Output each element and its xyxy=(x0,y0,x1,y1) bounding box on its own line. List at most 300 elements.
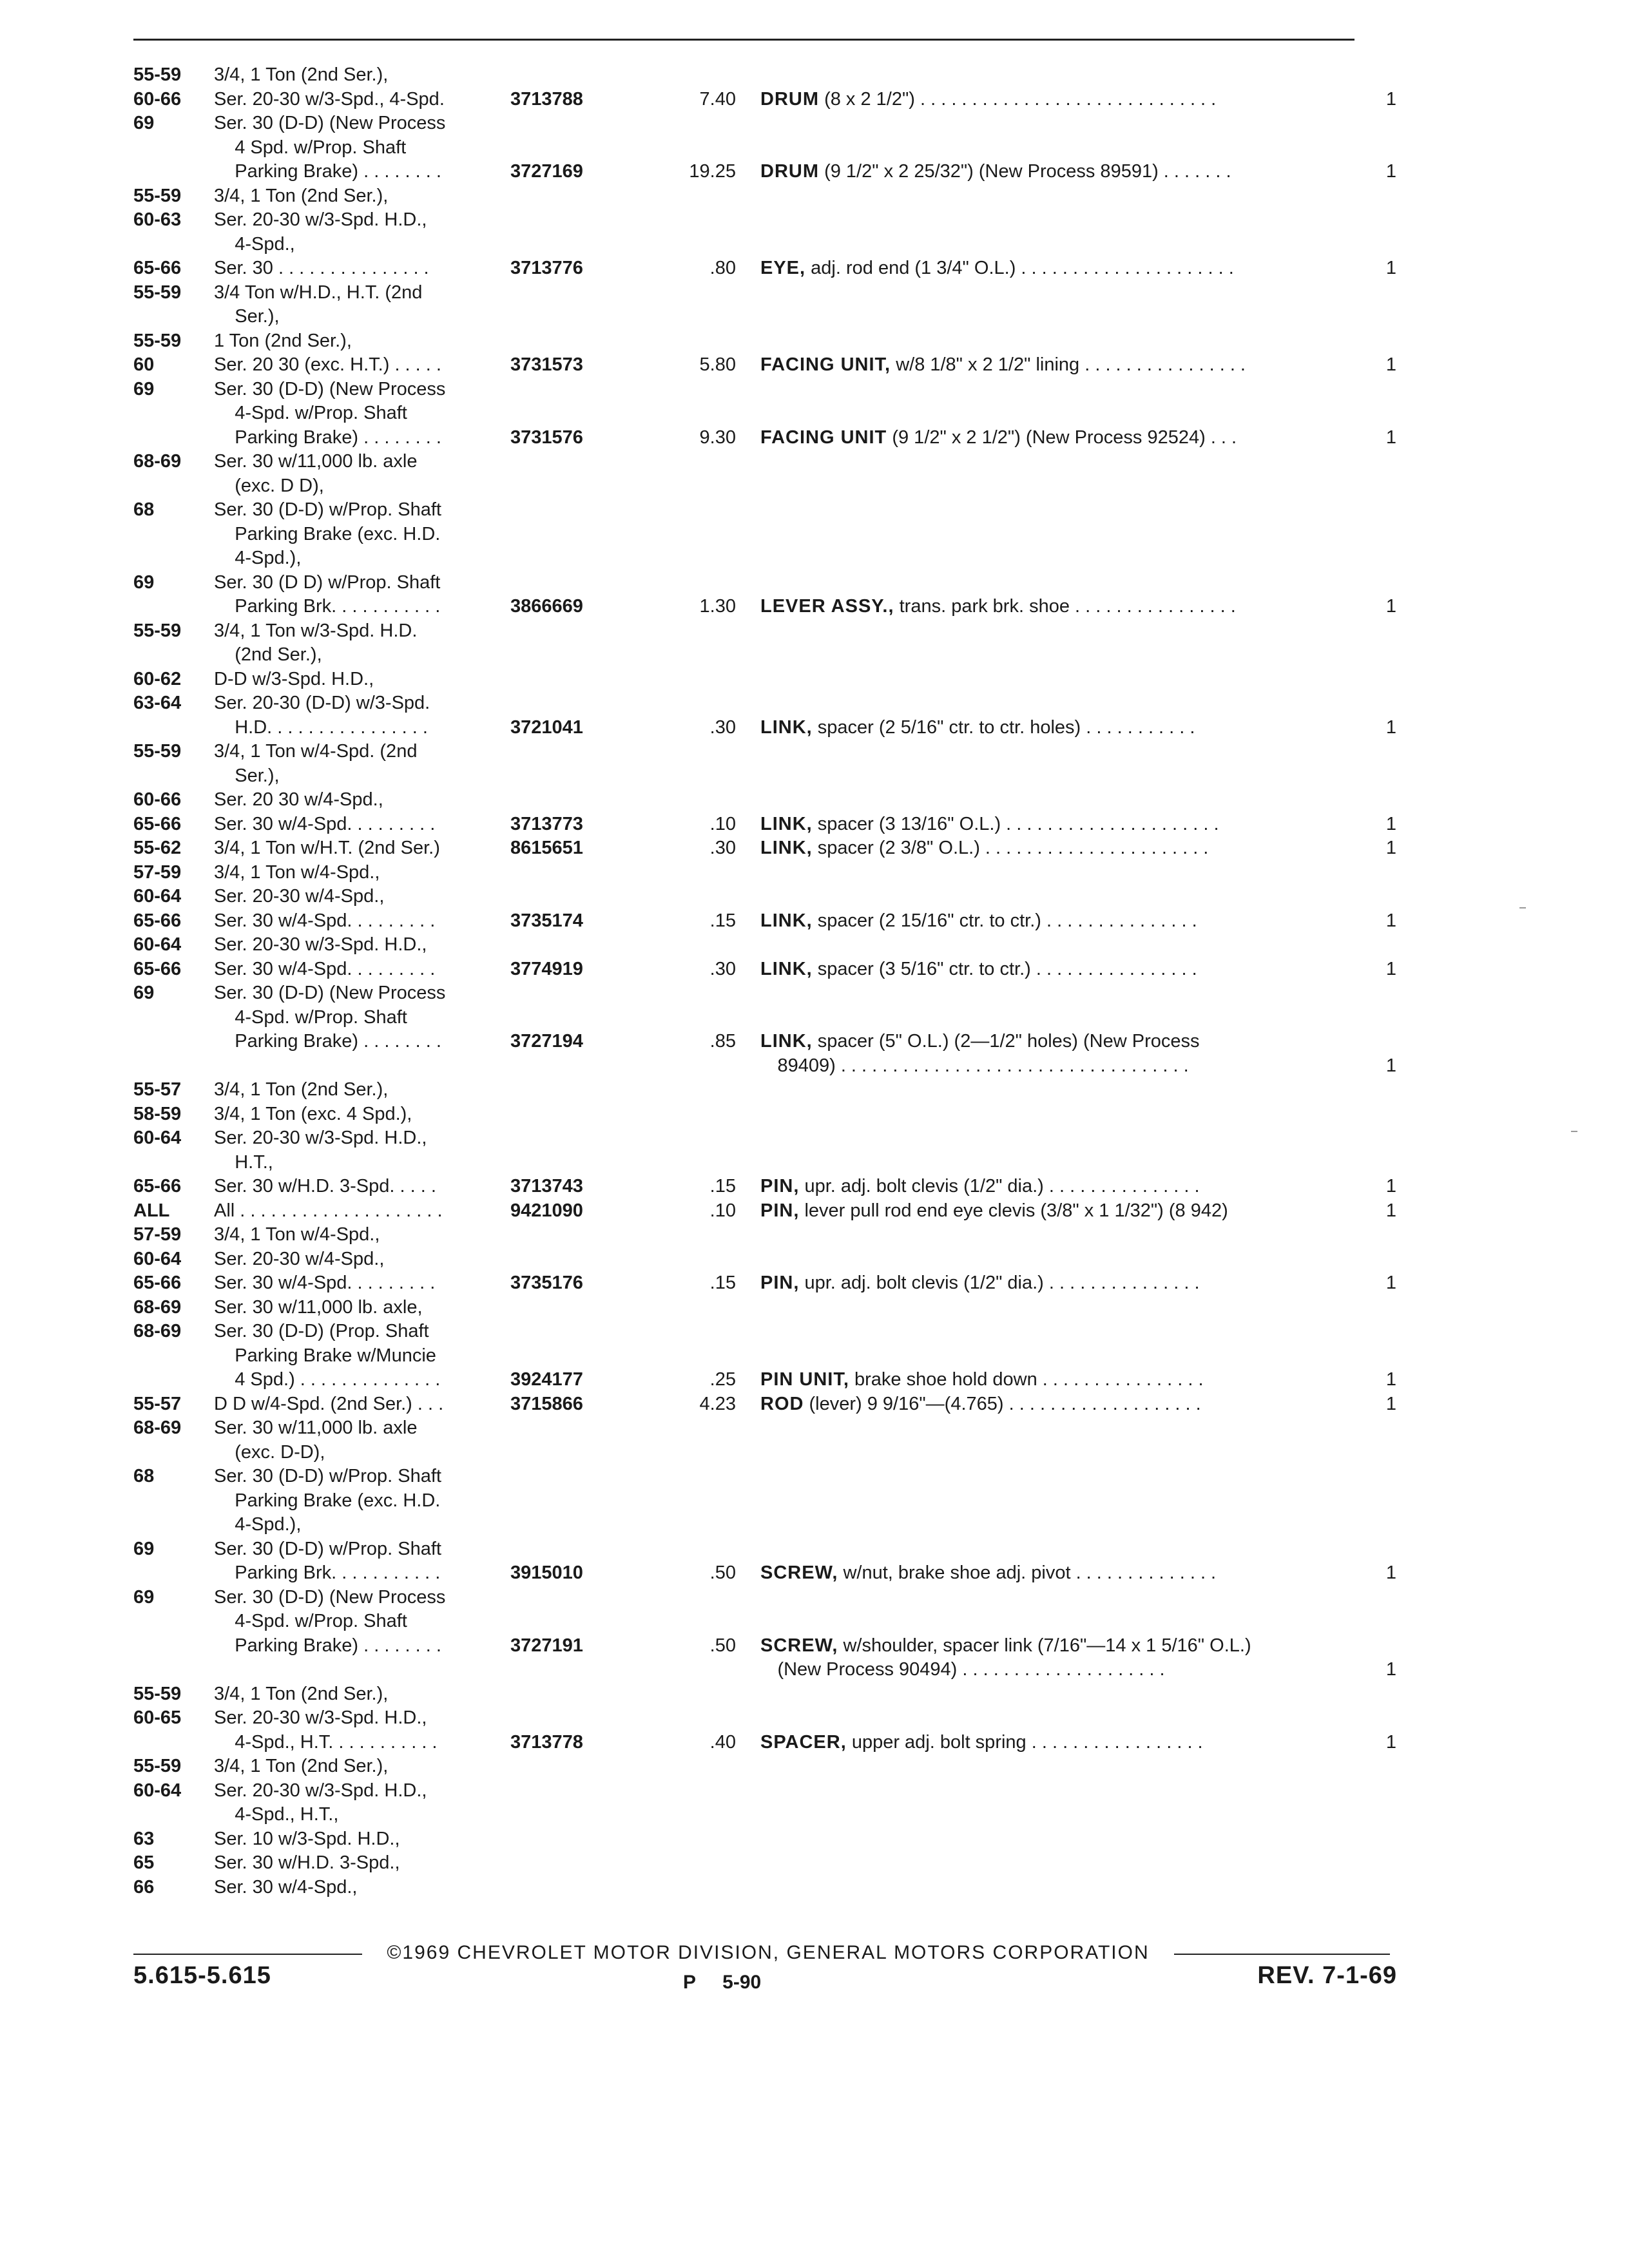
catalog-row xyxy=(133,1827,1396,1852)
part-name: DRUM xyxy=(760,161,819,182)
catalog-row xyxy=(133,885,1396,909)
list-price: .85 xyxy=(709,1031,736,1052)
model-years: 60-64 xyxy=(133,1780,182,1801)
description-text: (8 x 2 1/2") . . . . . . . . . . . . . . . . . . . . . . . . . . . . . xyxy=(824,88,1217,110)
scan-mark xyxy=(1571,1131,1577,1132)
part-name: PIN, xyxy=(760,1176,800,1196)
part-name: FACING UNIT xyxy=(760,427,887,448)
catalog-row xyxy=(133,1851,1396,1876)
application: 4 Spd.) . . . . . . . . . . . . . . xyxy=(214,1369,441,1390)
separator xyxy=(891,354,896,375)
part-description xyxy=(736,1054,1396,1079)
part-number: 3915010 xyxy=(510,1562,583,1583)
model-years: 68-69 xyxy=(133,451,182,472)
application: 3/4, 1 Ton w/H.T. (2nd Ser.) xyxy=(214,838,440,858)
application: 4 Spd. w/Prop. Shaft xyxy=(214,137,407,158)
list-price: .50 xyxy=(709,1562,736,1583)
model-years: 60-66 xyxy=(133,88,182,110)
list-price: 19.25 xyxy=(689,161,736,182)
application: 3/4, 1 Ton w/4-Spd., xyxy=(214,861,380,883)
quantity: 1 xyxy=(1385,1393,1396,1414)
catalog-row xyxy=(133,981,1396,1006)
list-price: .30 xyxy=(709,838,736,858)
description-text: spacer (2 3/8" O.L.) . . . . . . . . . . . . . . . . . . . . . . xyxy=(817,838,1209,858)
application: Ser. 30 (D-D) (New Process xyxy=(214,983,446,1003)
model-years: 60-62 xyxy=(133,668,182,689)
group-range: 5.615-5.615 xyxy=(133,1962,271,1989)
quantity: 1 xyxy=(1385,910,1396,931)
part-name: LINK, xyxy=(760,716,813,738)
list-price: .15 xyxy=(709,910,736,931)
model-years: 57-59 xyxy=(133,1224,182,1245)
application: Parking Brake) . . . . . . . . xyxy=(214,1635,441,1656)
catalog-row xyxy=(133,208,1396,233)
part-name: LINK, xyxy=(760,910,813,931)
model-years: 65-66 xyxy=(133,813,182,834)
part-name: DRUM xyxy=(760,88,819,110)
model-years: 60-65 xyxy=(133,1707,182,1728)
application: Ser. 30 w/11,000 lb. axle xyxy=(214,1418,418,1438)
catalog-row xyxy=(133,643,1396,668)
application: Ser. 20 30 w/4-Spd., xyxy=(214,789,383,810)
part-description xyxy=(736,909,1396,934)
application: 3/4, 1 Ton w/4-Spd., xyxy=(214,1224,380,1245)
application: Ser. 20-30 w/3-Spd., 4-Spd. xyxy=(214,88,445,110)
description-text: w/nut, brake shoe adj. pivot . . . . . . . . . . . . . . xyxy=(843,1562,1217,1583)
application: Ser. 30 w/4-Spd. . . . . . . . . xyxy=(214,813,436,834)
quantity: 1 xyxy=(1385,716,1396,738)
model-years: 68 xyxy=(133,499,155,520)
application: Ser. 20-30 w/3-Spd. H.D., xyxy=(214,1128,427,1148)
part-name: SCREW, xyxy=(760,1562,838,1583)
application: 4-Spd. w/Prop. Shaft xyxy=(214,403,407,423)
catalog-row xyxy=(133,619,1396,644)
list-price: 1.30 xyxy=(699,596,736,617)
model-years: 63 xyxy=(133,1828,155,1849)
catalog-row xyxy=(133,595,1396,619)
model-years: 55-57 xyxy=(133,1079,182,1100)
application: Ser. 30 (D D) w/Prop. Shaft xyxy=(214,572,441,593)
part-name: FACING UNIT, xyxy=(760,354,891,375)
application: 4-Spd. w/Prop. Shaft xyxy=(214,1611,407,1631)
quantity: 1 xyxy=(1385,1659,1396,1680)
catalog-row xyxy=(133,1175,1396,1199)
revision-date: REV. 7-1-69 xyxy=(1257,1962,1397,1989)
catalog-row xyxy=(133,1537,1396,1562)
part-name: LINK, xyxy=(760,1031,813,1052)
application: Ser. 30 (D-D) w/Prop. Shaft xyxy=(214,1538,441,1559)
catalog-row xyxy=(133,1706,1396,1731)
application: D D w/4-Spd. (2nd Ser.) . . . xyxy=(214,1393,444,1414)
quantity: 1 xyxy=(1385,427,1396,448)
model-years: 69 xyxy=(133,1538,155,1559)
application: Parking Brk. . . . . . . . . . . xyxy=(214,1562,441,1583)
catalog-row xyxy=(133,764,1396,789)
quantity: 1 xyxy=(1385,838,1396,858)
application: 4-Spd.), xyxy=(214,1514,302,1535)
quantity: 1 xyxy=(1385,1562,1396,1583)
description-text: upr. adj. bolt clevis (1/2" dia.) . . . . . . . . . . . . . . . xyxy=(804,1176,1200,1196)
description-text: w/shoulder, spacer link (7/16"—14 x 1 5/16" O.L.) xyxy=(843,1635,1251,1656)
copyright-notice: ©1969 CHEVROLET MOTOR DIVISION, GENERAL MOTORS CORPORATION xyxy=(362,1941,1174,1965)
catalog-row xyxy=(133,136,1396,160)
application: Parking Brake (exc. H.D. xyxy=(214,523,441,544)
application: Ser. 30 w/4-Spd. . . . . . . . . xyxy=(214,1273,436,1293)
list-price: .10 xyxy=(709,813,736,834)
list-price: .50 xyxy=(709,1635,736,1656)
part-number: 3731573 xyxy=(510,354,583,375)
quantity: 1 xyxy=(1385,258,1396,278)
catalog-row xyxy=(133,1006,1396,1030)
model-years: 69 xyxy=(133,572,155,593)
separator xyxy=(894,596,900,617)
part-number: 9421090 xyxy=(510,1200,583,1221)
part-description xyxy=(736,836,1396,861)
catalog-row xyxy=(133,329,1396,354)
application: H.D. . . . . . . . . . . . . . . . xyxy=(214,716,428,738)
catalog-row xyxy=(133,1030,1396,1054)
scan-mark xyxy=(1519,907,1526,908)
description-text: spacer (2 15/16" ctr. to ctr.) . . . . . . . . . . . . . . . xyxy=(817,910,1197,931)
footer-rule-left xyxy=(133,1954,365,1955)
quantity: 1 xyxy=(1385,1055,1396,1076)
quantity: 1 xyxy=(1385,1176,1396,1196)
model-years: 65-66 xyxy=(133,258,182,278)
part-name: LINK, xyxy=(760,813,813,834)
description-text: spacer (3 5/16" ctr. to ctr.) . . . . . . . . . . . . . . . . xyxy=(817,958,1197,979)
model-years: ALL xyxy=(133,1200,170,1221)
part-number: 3866669 xyxy=(510,596,583,617)
catalog-row xyxy=(133,909,1396,934)
catalog-row xyxy=(133,788,1396,812)
catalog-row xyxy=(133,1102,1396,1127)
catalog-row xyxy=(133,88,1396,112)
model-years: 55-59 xyxy=(133,620,182,641)
application: Ser. 20-30 w/4-Spd., xyxy=(214,886,385,907)
part-name: LINK, xyxy=(760,838,813,858)
catalog-row xyxy=(133,160,1396,184)
model-years: 60-64 xyxy=(133,934,182,955)
catalog-row xyxy=(133,1368,1396,1392)
model-years: 65-66 xyxy=(133,1273,182,1293)
separator xyxy=(813,1031,818,1052)
separator xyxy=(805,258,811,278)
list-price: .15 xyxy=(709,1176,736,1196)
separator xyxy=(813,814,818,834)
description-text: w/8 1/8" x 2 1/2" lining . . . . . . . . . . . . . . . . xyxy=(896,354,1246,375)
part-description xyxy=(736,160,1396,184)
list-price: .80 xyxy=(709,258,736,278)
application: Ser. 30 . . . . . . . . . . . . . . . xyxy=(214,258,429,278)
application: 3/4, 1 Ton (2nd Ser.), xyxy=(214,1756,389,1776)
model-years: 69 xyxy=(133,378,155,399)
quantity: 1 xyxy=(1385,161,1396,182)
catalog-row xyxy=(133,281,1396,305)
model-years: 55-62 xyxy=(133,838,182,858)
model-years: 65-66 xyxy=(133,910,182,931)
part-number: 3713788 xyxy=(510,88,583,110)
application: Ser. 30 w/11,000 lb. axle xyxy=(214,451,418,472)
catalog-row xyxy=(133,836,1396,861)
list-price: 4.23 xyxy=(699,1393,736,1414)
separator xyxy=(849,1369,854,1390)
application: 4-Spd.), xyxy=(214,548,302,568)
part-number: 3715866 xyxy=(510,1393,583,1414)
catalog-row xyxy=(133,668,1396,692)
application: 4-Spd., H.T. . . . . . . . . . . xyxy=(214,1731,438,1753)
model-years: 66 xyxy=(133,1876,155,1898)
catalog-row xyxy=(133,1126,1396,1151)
list-price: .25 xyxy=(709,1369,736,1390)
description-text: trans. park brk. shoe . . . . . . . . . . . . . . . . xyxy=(899,596,1236,617)
part-number: 3713778 xyxy=(510,1731,583,1753)
catalog-row xyxy=(133,1876,1396,1900)
catalog-row xyxy=(133,523,1396,547)
application: Ser. 20 30 (exc. H.T.) . . . . . xyxy=(214,354,441,375)
catalog-row xyxy=(133,1803,1396,1827)
separator xyxy=(847,1732,852,1753)
application: Parking Brk. . . . . . . . . . . xyxy=(214,596,441,617)
application: (2nd Ser.), xyxy=(214,644,322,665)
quantity: 1 xyxy=(1385,1200,1396,1221)
top-rule xyxy=(133,39,1354,41)
description-text: upr. adj. bolt clevis (1/2" dia.) . . . . . . . . . . . . . . . xyxy=(804,1273,1200,1293)
description-text: brake shoe hold down . . . . . . . . . . . . . . . . xyxy=(854,1369,1204,1390)
application: Ser. 20-30 (D-D) w/3-Spd. xyxy=(214,693,430,713)
model-years: 55-59 xyxy=(133,64,182,85)
catalog-row xyxy=(133,812,1396,837)
part-number: 3721041 xyxy=(510,716,583,738)
application: Parking Brake) . . . . . . . . xyxy=(214,161,441,182)
description-text: adj. rod end (1 3/4" O.L.) . . . . . . . . . . . . . . . . . . . . . xyxy=(811,258,1234,278)
application: 4-Spd., xyxy=(214,233,295,255)
application: Ser. 30 (D-D) w/Prop. Shaft xyxy=(214,499,441,520)
part-description xyxy=(736,1634,1396,1658)
model-years: 68 xyxy=(133,1466,155,1486)
catalog-row xyxy=(133,957,1396,982)
quantity: 1 xyxy=(1385,1731,1396,1753)
description-text: 89409) . . . . . . . . . . . . . . . . . . . . . . . . . . . . . . . . . . xyxy=(736,1055,1189,1076)
application: Ser. 30 (D-D) (New Process xyxy=(214,113,446,133)
catalog-row xyxy=(133,546,1396,571)
catalog-row xyxy=(133,1465,1396,1489)
part-description xyxy=(736,957,1396,982)
part-description xyxy=(736,1175,1396,1199)
part-number: 3727191 xyxy=(510,1635,583,1656)
application: H.T., xyxy=(214,1151,273,1173)
separator xyxy=(819,161,824,182)
model-years: 55-59 xyxy=(133,741,182,762)
application: Ser. 30 w/4-Spd., xyxy=(214,1876,358,1898)
catalog-row xyxy=(133,1610,1396,1634)
catalog-row xyxy=(133,1441,1396,1465)
application: 3/4, 1 Ton (2nd Ser.), xyxy=(214,1683,389,1704)
part-description xyxy=(736,426,1396,450)
model-years: 68-69 xyxy=(133,1296,182,1318)
application: 3/4, 1 Ton w/4-Spd. (2nd xyxy=(214,741,418,762)
part-description xyxy=(736,1199,1396,1224)
list-price: .30 xyxy=(709,958,736,979)
application: Parking Brake (exc. H.D. xyxy=(214,1490,441,1511)
list-price: .15 xyxy=(709,1273,736,1293)
part-number: 3713776 xyxy=(510,258,583,278)
catalog-row xyxy=(133,498,1396,523)
catalog-row xyxy=(133,1320,1396,1344)
part-name: ROD xyxy=(760,1393,804,1414)
catalog-row xyxy=(133,716,1396,740)
application: Ser. 30 w/H.D. 3-Spd., xyxy=(214,1852,400,1873)
part-description xyxy=(736,1731,1396,1755)
model-years: 69 xyxy=(133,983,155,1003)
model-years: 65-66 xyxy=(133,1176,182,1196)
application: Ser.), xyxy=(214,765,280,786)
page-number: P 5-90 xyxy=(683,1972,762,1993)
part-name: SCREW, xyxy=(760,1635,838,1656)
part-description xyxy=(736,1271,1396,1296)
model-years: 65-66 xyxy=(133,958,182,979)
separator xyxy=(804,1394,809,1414)
application: Ser. 20-30 w/3-Spd. H.D., xyxy=(214,1780,427,1801)
application: 1 Ton (2nd Ser.), xyxy=(214,330,352,351)
application: Ser. 20-30 w/3-Spd. H.D., xyxy=(214,1707,427,1728)
model-years: 65 xyxy=(133,1852,155,1873)
part-number: 3727169 xyxy=(510,161,583,182)
part-description xyxy=(736,88,1396,112)
description-text: lever pull rod end eye clevis (3/8" x 1 1/32") (8 942) xyxy=(804,1200,1228,1221)
catalog-row xyxy=(133,305,1396,329)
part-number: 3713743 xyxy=(510,1176,583,1196)
application: 3/4, 1 Ton (2nd Ser.), xyxy=(214,1079,389,1100)
application: All . . . . . . . . . . . . . . . . . . . . xyxy=(214,1200,443,1221)
catalog-row xyxy=(133,1513,1396,1537)
application: Ser. 10 w/3-Spd. H.D., xyxy=(214,1828,400,1849)
part-description xyxy=(736,595,1396,619)
part-number: 3727194 xyxy=(510,1031,583,1052)
list-price: .10 xyxy=(709,1200,736,1221)
application: Parking Brake) . . . . . . . . xyxy=(214,1031,441,1052)
catalog-row xyxy=(133,111,1396,136)
parts-catalog-table xyxy=(133,63,1396,1899)
catalog-row xyxy=(133,1754,1396,1779)
catalog-row xyxy=(133,1296,1396,1320)
part-description xyxy=(736,353,1396,378)
separator xyxy=(813,717,818,738)
list-price: .40 xyxy=(709,1731,736,1753)
model-years: 55-57 xyxy=(133,1393,182,1414)
catalog-row xyxy=(133,1054,1396,1079)
catalog-row xyxy=(133,1151,1396,1175)
separator xyxy=(813,959,818,979)
model-years: 58-59 xyxy=(133,1103,182,1124)
application: Ser. 20-30 w/4-Spd., xyxy=(214,1248,385,1269)
catalog-row xyxy=(133,1271,1396,1296)
list-price: 9.30 xyxy=(699,427,736,448)
model-years: 60-64 xyxy=(133,1248,182,1269)
quantity: 1 xyxy=(1385,88,1396,110)
application: 3/4, 1 Ton (2nd Ser.), xyxy=(214,64,389,85)
application: Parking Brake) . . . . . . . . xyxy=(214,427,441,448)
description-text: spacer (5" O.L.) (2—1/2" holes) (New Process xyxy=(817,1031,1200,1052)
catalog-row xyxy=(133,571,1396,595)
separator xyxy=(813,838,818,858)
quantity: 1 xyxy=(1385,958,1396,979)
catalog-row xyxy=(133,1392,1396,1417)
catalog-row xyxy=(133,861,1396,885)
catalog-row xyxy=(133,933,1396,957)
model-years: 55-59 xyxy=(133,1683,182,1704)
application: Ser. 20-30 w/3-Spd. H.D., xyxy=(214,209,427,230)
catalog-row xyxy=(133,474,1396,499)
catalog-row xyxy=(133,1247,1396,1272)
application: (exc. D-D), xyxy=(214,1441,325,1463)
catalog-row xyxy=(133,378,1396,402)
catalog-row xyxy=(133,184,1396,209)
description-text: (New Process 90494) . . . . . . . . . . . . . . . . . . . . xyxy=(736,1659,1165,1680)
catalog-row xyxy=(133,1199,1396,1224)
application: Ser. 20-30 w/3-Spd. H.D., xyxy=(214,934,427,955)
catalog-row xyxy=(133,1561,1396,1586)
catalog-row xyxy=(133,1779,1396,1803)
description-text: spacer (3 13/16" O.L.) . . . . . . . . . . . . . . . . . . . . . xyxy=(817,813,1219,834)
model-years: 55-59 xyxy=(133,282,182,303)
part-description xyxy=(736,1030,1396,1054)
application: D-D w/3-Spd. H.D., xyxy=(214,668,374,689)
part-description xyxy=(736,1368,1396,1392)
model-years: 63-64 xyxy=(133,693,182,713)
application: 3/4, 1 Ton w/3-Spd. H.D. xyxy=(214,620,418,641)
separator xyxy=(813,910,818,931)
description-text: (9 1/2" x 2 25/32") (New Process 89591) . . . . . . . xyxy=(824,161,1231,182)
catalog-row xyxy=(133,1489,1396,1514)
part-number: 3735176 xyxy=(510,1273,583,1293)
application: Ser. 30 (D-D) w/Prop. Shaft xyxy=(214,1466,441,1486)
model-years: 69 xyxy=(133,1586,155,1608)
model-years: 55-59 xyxy=(133,330,182,351)
footer-rule-right xyxy=(1171,1954,1390,1955)
description-text: upper adj. bolt spring . . . . . . . . . . . . . . . . . xyxy=(851,1731,1203,1753)
application: 3/4 Ton w/H.D., H.T. (2nd xyxy=(214,282,423,303)
list-price: .30 xyxy=(709,716,736,738)
part-number: 3924177 xyxy=(510,1369,583,1390)
list-price: 7.40 xyxy=(699,88,736,110)
model-years: 68-69 xyxy=(133,1321,182,1341)
catalog-row xyxy=(133,1344,1396,1369)
model-years: 60 xyxy=(133,354,155,375)
list-price: 5.80 xyxy=(699,354,736,375)
quantity: 1 xyxy=(1385,354,1396,375)
application: 4-Spd. w/Prop. Shaft xyxy=(214,1006,407,1028)
model-years: 69 xyxy=(133,113,155,133)
part-number: 3774919 xyxy=(510,958,583,979)
model-years: 60-64 xyxy=(133,1128,182,1148)
application: (exc. D D), xyxy=(214,475,324,496)
catalog-row xyxy=(133,1416,1396,1441)
catalog-row xyxy=(133,1223,1396,1247)
catalog-row xyxy=(133,353,1396,378)
application: 4-Spd., H.T., xyxy=(214,1804,339,1825)
application: Ser. 30 w/H.D. 3-Spd. . . . . xyxy=(214,1176,436,1196)
part-number: 3713773 xyxy=(510,813,583,834)
separator xyxy=(819,89,824,110)
catalog-row xyxy=(133,691,1396,716)
catalog-row xyxy=(133,1658,1396,1682)
model-years: 60-63 xyxy=(133,209,182,230)
catalog-row xyxy=(133,740,1396,764)
part-name: PIN, xyxy=(760,1200,800,1221)
model-years: 57-59 xyxy=(133,861,182,883)
quantity: 1 xyxy=(1385,1273,1396,1293)
quantity: 1 xyxy=(1385,813,1396,834)
